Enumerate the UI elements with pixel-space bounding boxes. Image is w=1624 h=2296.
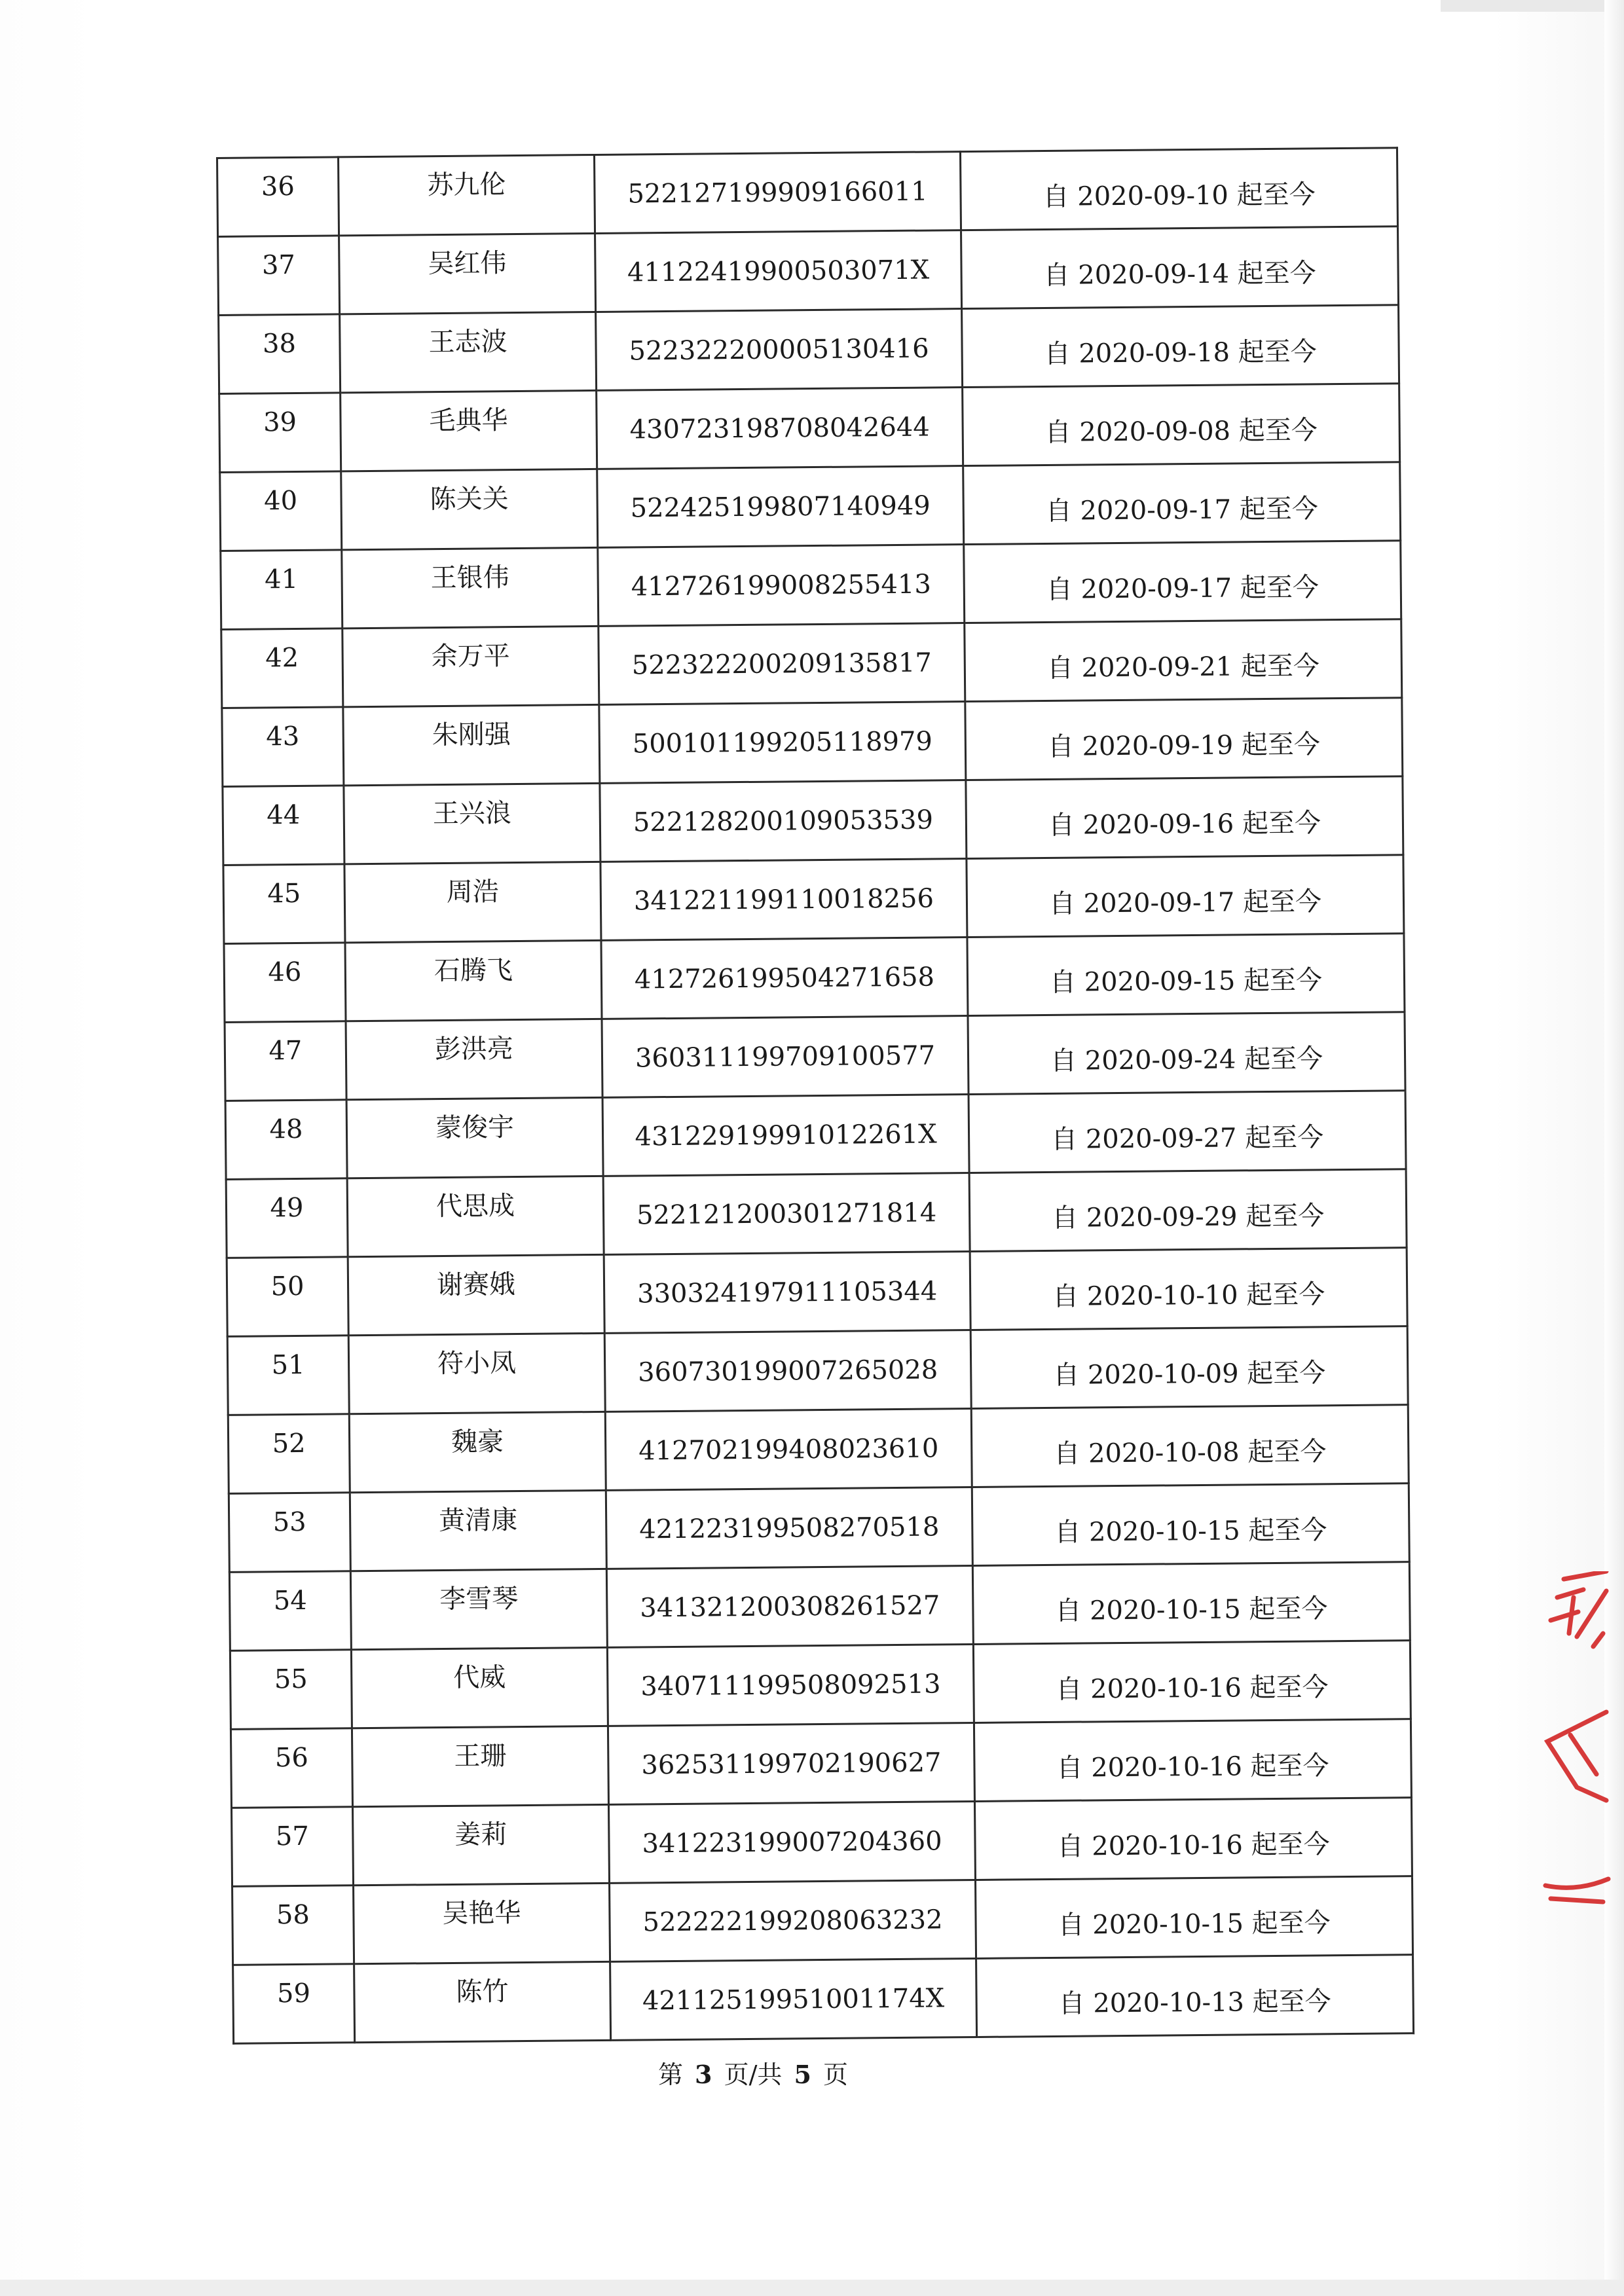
name-cell-text: 李雪琴 [439,1583,519,1614]
name-cell [340,312,597,392]
footer-prefix: 第 [657,2060,683,2089]
period-cell [976,1876,1413,1959]
period-cell-text: 自 2020-09-24 起至今 [1050,1043,1323,1076]
id-number-cell [596,309,963,391]
period-cell [967,855,1404,938]
name-cell [351,1647,608,1728]
period-cell [970,1248,1407,1330]
row-number-cell-text: 46 [268,957,302,987]
table-row [229,1484,1409,1573]
period-cell-text: 自 2020-09-27 起至今 [1050,1121,1324,1155]
row-number-cell [221,550,342,630]
id-number-cell-text: 360730199007265028 [637,1354,938,1387]
id-number-cell-text: 330324197911105344 [637,1275,938,1309]
row-number-cell-text: 41 [264,564,299,594]
period-cell-text: 自 2020-09-14 起至今 [1043,257,1316,291]
scan-edge-bottom [0,2280,1624,2296]
period-cell [972,1484,1409,1566]
table-row [218,227,1399,316]
period-cell-text: 自 2020-09-10 起至今 [1043,179,1316,212]
period-cell-text: 自 2020-10-13 起至今 [1058,1986,1331,2019]
name-cell [344,783,600,864]
period-cell [969,1091,1406,1173]
id-number-cell [604,1330,971,1412]
period-cell-text: 自 2020-09-18 起至今 [1044,336,1317,369]
id-number-cell-text: 412726199008255413 [631,568,931,602]
table-row [232,1876,1413,1965]
name-cell-text: 魏豪 [451,1426,504,1457]
footer-total-pages: 5 [794,2060,811,2089]
red-seal-fragment [1538,1571,1611,1938]
period-cell [963,462,1401,545]
period-cell-text: 自 2020-10-08 起至今 [1054,1436,1327,1469]
table-row [224,934,1405,1023]
period-cell-text: 自 2020-09-19 起至今 [1047,729,1321,762]
name-cell-text: 彭洪亮 [434,1033,514,1065]
roster-table [216,147,1414,2045]
period-cell [967,934,1405,1016]
id-number-cell-text: 421223199508270518 [639,1511,940,1544]
row-number-cell [231,1728,352,1808]
period-cell [965,619,1402,702]
period-cell-text: 自 2020-10-10 起至今 [1052,1279,1325,1312]
table-row [221,541,1401,630]
table-row [223,776,1403,866]
row-number-cell-text: 44 [267,799,301,830]
page-footer [0,2054,1565,2090]
name-cell-text: 朱刚强 [432,719,511,750]
name-cell [341,390,597,471]
name-cell [354,1883,610,1963]
period-cell [970,1326,1408,1409]
period-cell-text: 自 2020-10-16 起至今 [1056,1750,1329,1783]
table-row [217,148,1398,237]
row-number-cell-text: 39 [263,407,297,437]
row-number-cell-text: 50 [270,1271,304,1302]
row-number-cell [227,1336,349,1415]
period-cell-text: 自 2020-09-16 起至今 [1048,807,1321,841]
name-cell [342,626,599,706]
id-number-cell-text: 360311199709100577 [635,1040,936,1073]
footer-suffix: 页 [823,2060,849,2089]
period-cell [972,1562,1410,1645]
name-cell [339,233,596,314]
id-number-cell [607,1644,974,1726]
row-number-cell-text: 54 [273,1585,307,1616]
name-cell-text: 苏九伦 [427,169,506,200]
id-number-cell-text: 42112519951001174X [642,1982,945,2016]
period-cell-text: 自 2020-09-15 起至今 [1049,964,1323,998]
name-cell-text: 代威 [453,1662,506,1693]
id-number-cell [600,780,967,862]
id-number-cell [597,466,964,548]
id-number-cell [597,388,963,469]
id-number-cell-text: 522128200109053539 [633,804,934,837]
table-row [220,462,1401,551]
table-row [226,1169,1407,1258]
row-number-cell [225,1100,347,1180]
name-cell [343,704,600,785]
id-number-cell-text: 341221199110018256 [633,883,934,916]
id-number-cell-text: 522322200209135817 [631,647,932,680]
name-cell [341,469,598,549]
id-number-cell-text: 412702199408023610 [638,1432,939,1466]
row-number-cell [223,786,344,866]
row-number-cell [228,1414,350,1494]
row-number-cell-text: 40 [263,485,298,516]
table-row [229,1562,1410,1651]
row-number-cell-text: 51 [271,1349,305,1380]
name-cell [352,1726,608,1806]
period-cell-text: 自 2020-09-17 起至今 [1048,886,1322,919]
row-number-cell [219,314,341,394]
id-number-cell-text: 522121200301271814 [636,1197,937,1230]
id-number-cell [602,1016,969,1098]
table-row [230,1641,1411,1730]
period-cell [976,1955,1414,2037]
id-number-cell-text: 500101199205118979 [632,725,933,759]
row-number-cell-text: 49 [270,1192,304,1223]
scan-edge-top [1441,0,1624,12]
id-number-cell [608,1722,974,1804]
row-number-cell [217,157,339,237]
id-number-cell-text: 41122419900503071X [627,255,930,288]
name-cell [346,1019,602,1099]
period-cell-text: 自 2020-10-09 起至今 [1053,1357,1326,1391]
period-cell [960,148,1397,230]
id-number-cell [594,152,961,234]
row-number-cell [224,943,346,1023]
id-number-cell [599,623,965,705]
period-cell-text: 自 2020-09-08 起至今 [1044,414,1318,448]
id-number-cell-text: 341223199007204360 [642,1825,942,1859]
scan-edge-right [1604,0,1624,2296]
period-cell [965,698,1403,780]
period-cell-text: 自 2020-10-16 起至今 [1057,1829,1330,1862]
row-number-cell [220,471,342,551]
id-number-cell-text: 43122919991012261X [635,1118,937,1152]
id-number-cell [610,1880,976,1961]
name-cell [346,1097,603,1178]
name-cell [349,1412,606,1492]
table-row [219,305,1399,394]
id-number-cell [600,859,967,941]
id-number-cell-text: 362531199702190627 [641,1747,942,1780]
name-cell-text: 姜莉 [454,1819,507,1850]
period-cell [964,541,1401,623]
id-number-cell-text: 430723198708042644 [629,412,930,445]
name-cell-text: 谢赛娥 [436,1269,516,1300]
row-number-cell-text: 42 [265,642,299,673]
period-cell [971,1405,1409,1487]
period-cell-text: 自 2020-10-15 起至今 [1054,1514,1327,1548]
id-number-cell-text: 522127199909166011 [627,176,928,210]
period-cell [961,227,1399,309]
name-cell-text: 王志波 [428,326,507,357]
row-number-cell-text: 45 [267,878,301,909]
row-number-cell-text: 57 [275,1821,310,1851]
name-cell-text: 余万平 [431,640,510,672]
name-cell [348,1333,605,1413]
name-cell-text: 王兴浪 [432,797,511,829]
row-number-cell [225,1021,346,1101]
table-row [221,619,1402,708]
name-cell [342,547,599,628]
roster-table-body [217,148,1414,2044]
name-cell [344,862,601,942]
id-number-cell [598,545,965,627]
id-number-cell [603,1173,970,1255]
name-cell [345,940,602,1021]
row-number-cell-text: 47 [268,1035,303,1066]
row-number-cell-text: 43 [266,721,300,752]
row-number-cell-text: 52 [272,1428,306,1459]
name-cell-text: 符小凤 [437,1347,517,1379]
period-cell-text: 自 2020-09-17 起至今 [1045,493,1318,526]
id-number-cell [608,1801,975,1883]
id-number-cell [595,230,962,312]
row-number-cell-text: 59 [276,1978,311,2009]
footer-current-page: 3 [695,2060,712,2089]
name-cell [339,155,595,235]
row-number-cell [229,1571,351,1651]
period-cell [974,1798,1412,1880]
name-cell-text: 毛典华 [429,405,508,436]
period-cell-text: 自 2020-09-29 起至今 [1051,1200,1325,1233]
name-cell-text: 代思成 [435,1190,515,1222]
table-row [223,855,1404,944]
id-number-cell [601,938,968,1019]
name-cell-text: 陈关关 [430,483,509,515]
name-cell [350,1490,606,1571]
period-cell-text: 自 2020-10-15 起至今 [1055,1593,1328,1626]
id-number-cell [604,1252,970,1334]
period-cell [966,776,1403,859]
row-number-cell [221,629,343,708]
period-cell [968,1012,1405,1095]
table-row [232,1798,1412,1887]
roster-table-wrapper [216,147,1405,2019]
period-cell [969,1169,1407,1252]
row-number-cell-text: 55 [274,1664,308,1694]
period-cell-text: 自 2020-09-21 起至今 [1046,650,1320,683]
id-number-cell [605,1409,972,1491]
period-cell-text: 自 2020-10-16 起至今 [1056,1671,1329,1705]
name-cell-text: 王珊 [454,1740,507,1772]
period-cell-text: 自 2020-10-15 起至今 [1058,1907,1331,1941]
footer-middle: 页/共 [724,2060,783,2089]
name-cell-text: 石腾飞 [434,955,513,986]
name-cell [354,1961,611,2042]
table-row [233,1955,1414,2044]
table-row [227,1248,1407,1337]
id-number-cell-text: 341321200308261527 [640,1590,940,1623]
row-number-cell-text: 37 [261,249,296,280]
row-number-cell-text: 36 [261,171,295,202]
id-number-cell [606,1566,973,1648]
table-row [225,1012,1405,1101]
row-number-cell-text: 56 [274,1742,308,1773]
row-number-cell [226,1178,348,1258]
table-row [222,698,1403,787]
row-number-cell [232,1807,354,1887]
name-cell-text: 吴红伟 [428,247,507,279]
id-number-cell [610,1958,977,2040]
id-number-cell-text: 522425199807140949 [630,490,931,523]
row-number-cell [229,1493,350,1573]
name-cell [347,1176,604,1256]
name-cell-text: 王银伟 [430,562,509,593]
row-number-cell-text: 53 [272,1506,306,1537]
name-cell [352,1804,609,1885]
period-cell [973,1641,1411,1723]
row-number-cell [218,236,340,316]
id-number-cell-text: 340711199508092513 [640,1668,941,1702]
id-number-cell-text: 522222199208063232 [642,1904,943,1937]
name-cell-text: 吴艳华 [442,1897,521,1929]
row-number-cell-text: 48 [269,1114,303,1144]
name-cell [348,1254,604,1335]
id-number-cell [602,1095,969,1176]
name-cell [350,1569,607,1649]
name-cell-text: 蒙俊宇 [435,1112,515,1143]
row-number-cell [219,393,341,473]
row-number-cell [227,1257,348,1337]
table-row [228,1405,1409,1494]
row-number-cell [223,864,345,944]
row-number-cell [232,1886,354,1965]
row-number-cell [233,1964,355,2044]
id-number-cell-text: 412726199504271658 [634,961,935,994]
name-cell-text: 周浩 [446,876,500,907]
name-cell-text: 黄清康 [438,1504,518,1536]
row-number-cell [222,707,344,787]
id-number-cell [599,702,966,784]
id-number-cell-text: 522322200005130416 [629,333,929,367]
period-cell [962,305,1399,388]
table-row [219,384,1400,473]
table-row [231,1719,1411,1808]
row-number-cell-text: 38 [262,328,297,359]
id-number-cell [606,1487,972,1569]
row-number-cell-text: 58 [276,1899,310,1930]
period-cell [963,384,1400,466]
table-row [227,1326,1408,1415]
table-row [225,1091,1406,1180]
period-cell [974,1719,1411,1802]
name-cell-text: 陈竹 [456,1976,509,2007]
period-cell-text: 自 2020-09-17 起至今 [1046,572,1320,605]
row-number-cell [230,1650,352,1730]
